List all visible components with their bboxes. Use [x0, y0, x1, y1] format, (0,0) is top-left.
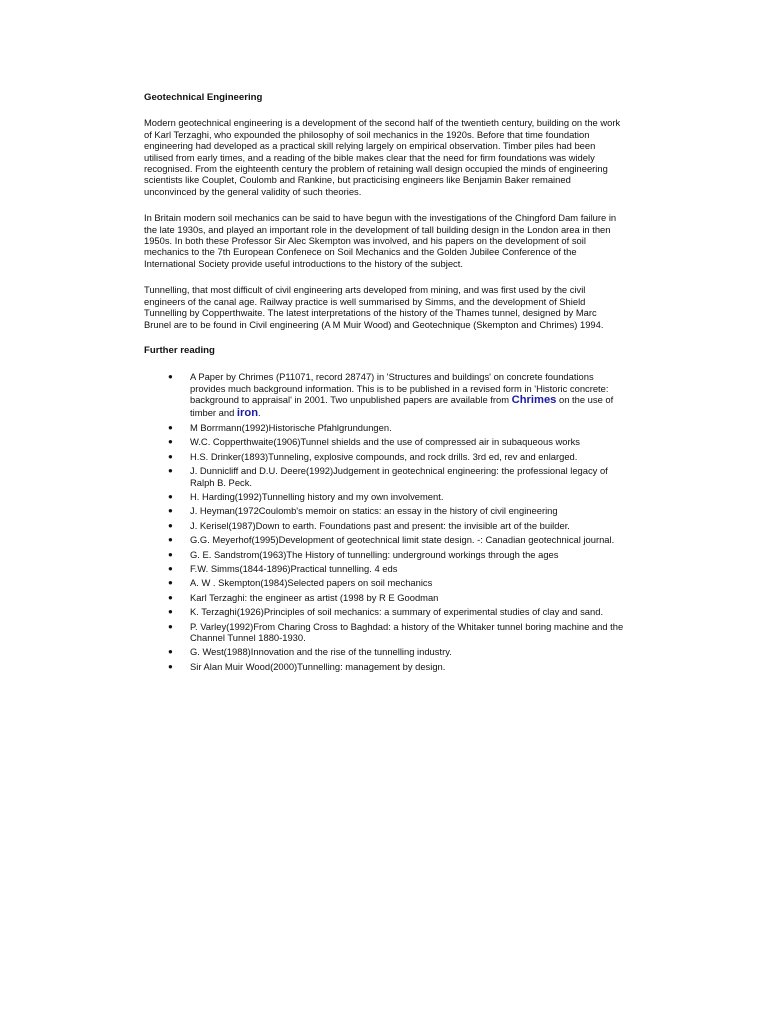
- bullet-icon: ●: [168, 647, 173, 657]
- further-reading-heading: Further reading: [144, 344, 215, 356]
- bullet-icon: ●: [168, 621, 173, 631]
- list-item: [144, 371, 626, 419]
- bullet-icon: ●: [168, 607, 173, 617]
- list-item: [144, 451, 626, 462]
- list-item: [144, 621, 626, 644]
- list-item-text: P. Varley(1992)From Charing Cross to Baghdad: a history of the Whitaker tunnel boring machine and the Channel Tunnel 1880-1930.: [190, 620, 624, 644]
- list-item-text: on the use of timber and: [190, 394, 614, 418]
- bullet-icon: ●: [168, 506, 173, 516]
- bullet-icon: ●: [168, 372, 173, 382]
- bullet-icon: ●: [168, 466, 173, 476]
- list-item: [144, 577, 626, 588]
- bullet-icon: ●: [168, 520, 173, 530]
- bullet-icon: ●: [168, 661, 173, 671]
- bullet-icon: ●: [168, 549, 173, 559]
- list-item-text: J. Heyman(1972Coulomb's memoir on statics: an essay in the history of civil engineering: [190, 505, 558, 517]
- list-item-text: J. Kerisel(1987)Down to earth. Foundations past and present: the invisible art of the builder.: [190, 519, 570, 531]
- list-item: [144, 646, 626, 657]
- list-item-text: Karl Terzaghi: the engineer as artist (1998 by R E Goodman: [190, 591, 439, 603]
- list-item: [144, 592, 626, 603]
- bullet-icon: ●: [168, 578, 173, 588]
- list-item-text: K. Terzaghi(1926)Principles of soil mechanics: a summary of experimental studies of clay and sand.: [190, 606, 604, 618]
- link-chrimes[interactable]: Chrimes: [511, 394, 557, 407]
- list-item-text: J. Dunnicliff and D.U. Deere(1992)Judgement in geotechnical engineering: the professional legacy of Ralph B. Peck.: [190, 465, 608, 488]
- list-item-text: Sir Alan Muir Wood(2000)Tunnelling: management by design.: [190, 660, 446, 672]
- list-item-text: H.S. Drinker(1893)Tunneling, explosive compounds, and rock drills. 3rd ed, rev and enlarged.: [190, 450, 578, 462]
- list-item: [144, 422, 626, 433]
- list-item-text: H. Harding(1992)Tunnelling history and my own involvement.: [190, 490, 444, 502]
- paragraph-britain: In Britain modern soil mechanics can be said to have begun with the investigations of the Chingford Dam failure in the late 1930s, and played an important role in the development of tall building design in the London area in then 1950s. In both these Professor Sir Alec Skempton was involved, and his papers on the development of soil mechanics to the 7th European Confenece on Soil Mechanics and the Golden Jubilee Conference of the International Society provide useful introductions to the history of the subject.: [144, 212, 617, 269]
- bullet-icon: ●: [168, 564, 173, 573]
- bullet-icon: ●: [168, 535, 173, 545]
- list-item: [144, 491, 626, 502]
- list-item: [144, 436, 626, 447]
- paragraph-tunnelling: Tunnelling, that most difficult of civil engineering arts developed from mining, and was first used by the civil engineers of the canal age. Railway practice is well summarised by Simms, and the development of Shield Tunnelling by Copperthwaite. The latest interpretations of the history of the Thames tunnel, designed by Marc Brunel are to be found in Civil engineering (A M Muir Wood) and Geotechnique (Skempton and Chrimes) 1994.: [144, 284, 604, 330]
- bullet-icon: ●: [168, 451, 173, 461]
- page-title: Geotechnical Engineering: [144, 92, 263, 103]
- link-iron[interactable]: iron: [236, 406, 259, 419]
- list-item-text: G.G. Meyerhof(1995)Development of geotechnical limit state design. -: Canadian geotechnical journal.: [190, 534, 615, 546]
- document-page: [144, 92, 626, 675]
- list-item: [144, 505, 626, 516]
- bullet-icon: ●: [168, 437, 173, 447]
- bullet-icon: ●: [168, 422, 173, 432]
- list-item-text: F.W. Simms(1844-1896)Practical tunnelling. 4 eds: [190, 563, 398, 574]
- further-reading-list: [144, 371, 626, 672]
- list-item: [144, 563, 626, 574]
- list-item-text: W.C. Copperthwaite(1906)Tunnel shields and the use of compressed air in subaqueous works: [190, 436, 580, 448]
- list-item-text: M Borrmann(1992)Historische Pfahlgrundungen.: [190, 421, 392, 433]
- bullet-icon: ●: [168, 491, 173, 501]
- list-item: [144, 465, 626, 488]
- list-item: [144, 661, 626, 672]
- list-item-text: G. E. Sandstrom(1963)The History of tunnelling: underground workings through the ages: [190, 548, 559, 560]
- list-item: [144, 520, 626, 531]
- paragraph-intro: Modern geotechnical engineering is a development of the second half of the twentieth century, building on the work of Karl Terzaghi, who expounded the philosophy of soil mechanics in the 1920s. Before that time foundation engineering had developed as a practical skill relying largely on empirical observation. Timber piles had been utilised from early times, and a reading of the bible makes clear that the need for firm foundations was widely recognised. From the eighteenth century the problem of retaining wall design occupied the minds of engineering scientists like Couplet, Coulomb and Rankine, but practicising engineers like Benjamin Baker remained unconvinced by the general validity of such theories.: [144, 117, 621, 197]
- list-item: [144, 534, 626, 545]
- list-item-text: .: [258, 406, 261, 418]
- list-item: [144, 549, 626, 560]
- list-item-text: A. W . Skempton(1984)Selected papers on soil mechanics: [190, 577, 433, 589]
- list-item: [144, 606, 626, 617]
- bullet-icon: ●: [168, 592, 173, 602]
- list-item-text: G. West(1988)Innovation and the rise of the tunnelling industry.: [190, 646, 452, 658]
- list-item-text: A Paper by Chrimes (P11071, record 28747) in 'Structures and buildings' on concrete foundations provides much background information. This is to be published in a revised form in 'Historic concrete: background to appraisal' in 2001. Two unpublished papers are available from: [190, 371, 609, 406]
